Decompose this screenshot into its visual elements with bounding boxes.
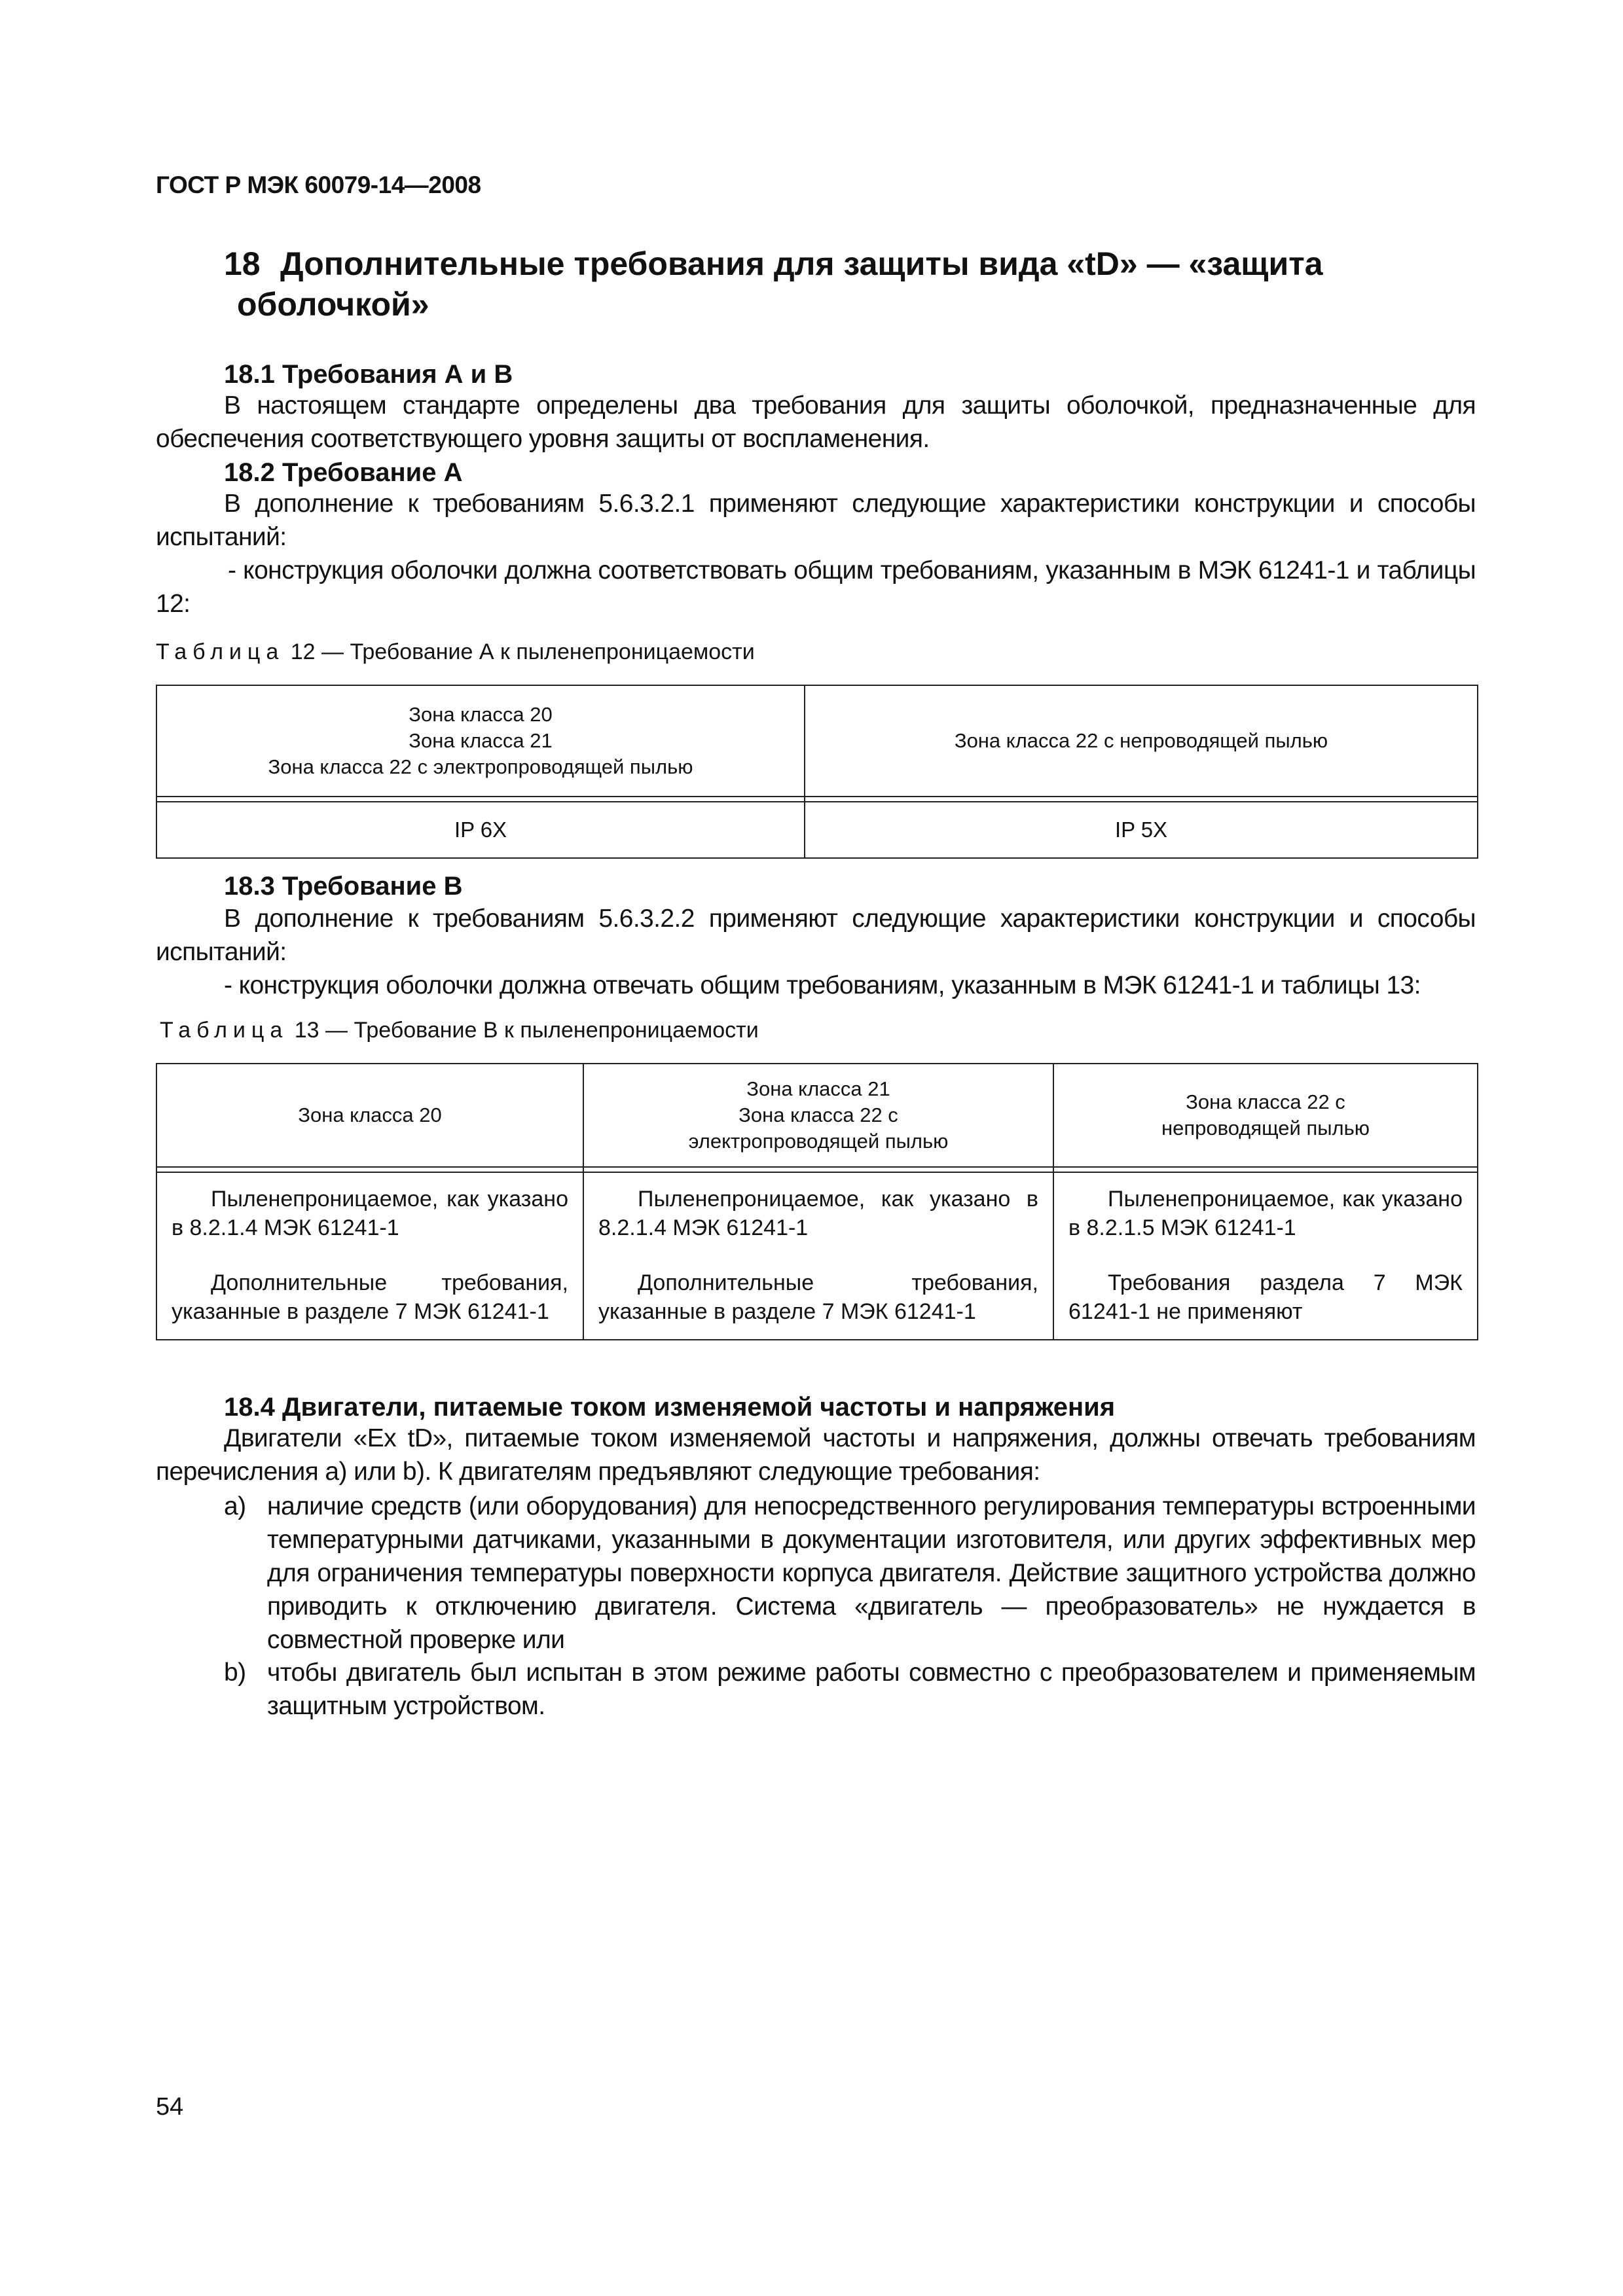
list-item-text: наличие средств (или оборудования) для непосредственного регулирования температуры встроенными температурными датчиками, указанными в документации изготовителя, или других эффективных мер для ограничения температуры поверхности корпуса двигателя. Действие защитного устройства должно приводить к отключению двигателя. Система «двигатель — преобразователь» не нуждается в совместной проверке или — [267, 1492, 1476, 1654]
header-line: Зона класса 22 с — [1186, 1090, 1345, 1113]
table-13 — [156, 1063, 1478, 1340]
cell-paragraph: Пыленепроницаемое, как указано в 8.2.1.5 МЭК 61241-1 — [1068, 1187, 1463, 1240]
section-number: 18 — [224, 245, 261, 282]
table-header-cell: Зона класса 20 — [156, 1064, 583, 1167]
cell-paragraph: Дополнительные требования, указанные в разделе 7 МЭК 61241-1 — [598, 1270, 1038, 1324]
table-separator — [156, 1167, 1478, 1172]
table-separator — [156, 797, 1478, 802]
cell-paragraph: Дополнительные требования, указанные в разделе 7 МЭК 61241-1 — [172, 1270, 568, 1324]
document-header: ГОСТ Р МЭК 60079-14—2008 — [156, 171, 481, 198]
paragraph-18-3: В дополнение к требованиям 5.6.3.2.2 применяют следующие характеристики конструкции и способы испытаний: — [156, 905, 1476, 966]
table-header-row — [156, 1064, 1478, 1167]
table-12 — [156, 685, 1478, 859]
table-12-caption — [156, 637, 755, 666]
table-cell — [1053, 1172, 1478, 1340]
header-line: Зона класса 22 с электропроводящей пылью — [268, 755, 693, 778]
paragraph-18-2: В дополнение к требованиям 5.6.3.2.1 применяют следующие характеристики конструкции и способы испытаний: — [156, 490, 1476, 551]
paragraph-18-1: В настоящем стандарте определены два требования для защиты оболочкой, предназначенные для обеспечения соответствующего уровня защиты от воспламенения. — [156, 391, 1476, 453]
list-marker: а) — [224, 1492, 246, 1520]
table-row — [156, 802, 1478, 858]
page-number: 54 — [156, 2093, 184, 2121]
header-line: непроводящей пылью — [1161, 1117, 1370, 1139]
table-header-cell — [156, 685, 805, 797]
table-cell: IP 6X — [156, 802, 805, 858]
table-caption-word: Таблица — [156, 639, 285, 664]
table-row — [156, 1172, 1478, 1340]
table-header-cell: Зона класса 22 с непроводящей пылью — [805, 685, 1478, 797]
table-header-cell — [1053, 1064, 1478, 1167]
table-cell — [583, 1172, 1053, 1340]
table-caption-text: 12 — Требование А к пыленепроницаемости — [290, 639, 755, 664]
subsection-heading-18-3: 18.3 Требование В — [224, 872, 463, 901]
header-line: Зона класса 20 — [409, 703, 553, 726]
cell-paragraph: Требования раздела 7 МЭК 61241-1 не применяют — [1068, 1270, 1463, 1324]
header-line: Зона класса 21 — [746, 1077, 890, 1100]
list-marker: b) — [224, 1659, 246, 1687]
cell-paragraph: Пыленепроницаемое, как указано в 8.2.1.4 МЭК 61241-1 — [598, 1187, 1038, 1240]
table-header-row — [156, 685, 1478, 797]
table-caption-text: 13 — Требование В к пыленепроницаемости — [294, 1018, 759, 1043]
header-line: Зона класса 22 с — [739, 1103, 898, 1126]
subsection-heading-18-4: 18.4 Двигатели, питаемые током изменяемой частоты и напряжения — [224, 1393, 1116, 1422]
section-title-line2: оболочкой» — [237, 286, 429, 323]
subsection-heading-18-2: 18.2 Требование А — [224, 458, 463, 487]
header-line: Зона класса 21 — [409, 729, 553, 752]
table-13-caption — [160, 1016, 759, 1045]
cell-paragraph: Пыленепроницаемое, как указано в 8.2.1.4 МЭК 61241-1 — [172, 1187, 568, 1240]
section-title — [224, 243, 1402, 325]
list-item-b — [224, 1656, 1476, 1723]
list-item-18-2: - конструкция оболочки должна соответствовать общим требованиям, указанным в МЭК 61241-1 и таблицы 12: — [156, 556, 1476, 618]
list-item-18-3: - конструкция оболочки должна отвечать общим требованиям, указанным в МЭК 61241-1 и таблицы 13: — [224, 971, 1421, 999]
table-cell — [156, 1172, 583, 1340]
table-header-cell — [583, 1064, 1053, 1167]
paragraph-18-4: Двигатели «Ex tD», питаемые током изменяемой частоты и напряжения, должны отвечать требованиям перечисления а) или b). К двигателям предъявляют следующие требования: — [156, 1424, 1476, 1486]
section-title-line1: Дополнительные требования для защиты вида «tD» — «защита — [280, 245, 1323, 282]
table-caption-word: Таблица — [160, 1018, 289, 1043]
header-line: электропроводящей пылью — [688, 1130, 949, 1153]
subsection-heading-18-1: 18.1 Требования А и В — [224, 360, 513, 389]
table-cell: IP 5X — [805, 802, 1478, 858]
list-item-text: чтобы двигатель был испытан в этом режиме работы совместно с преобразователем и применяемым защитным устройством. — [267, 1659, 1476, 1720]
list-item-a — [224, 1490, 1476, 1657]
